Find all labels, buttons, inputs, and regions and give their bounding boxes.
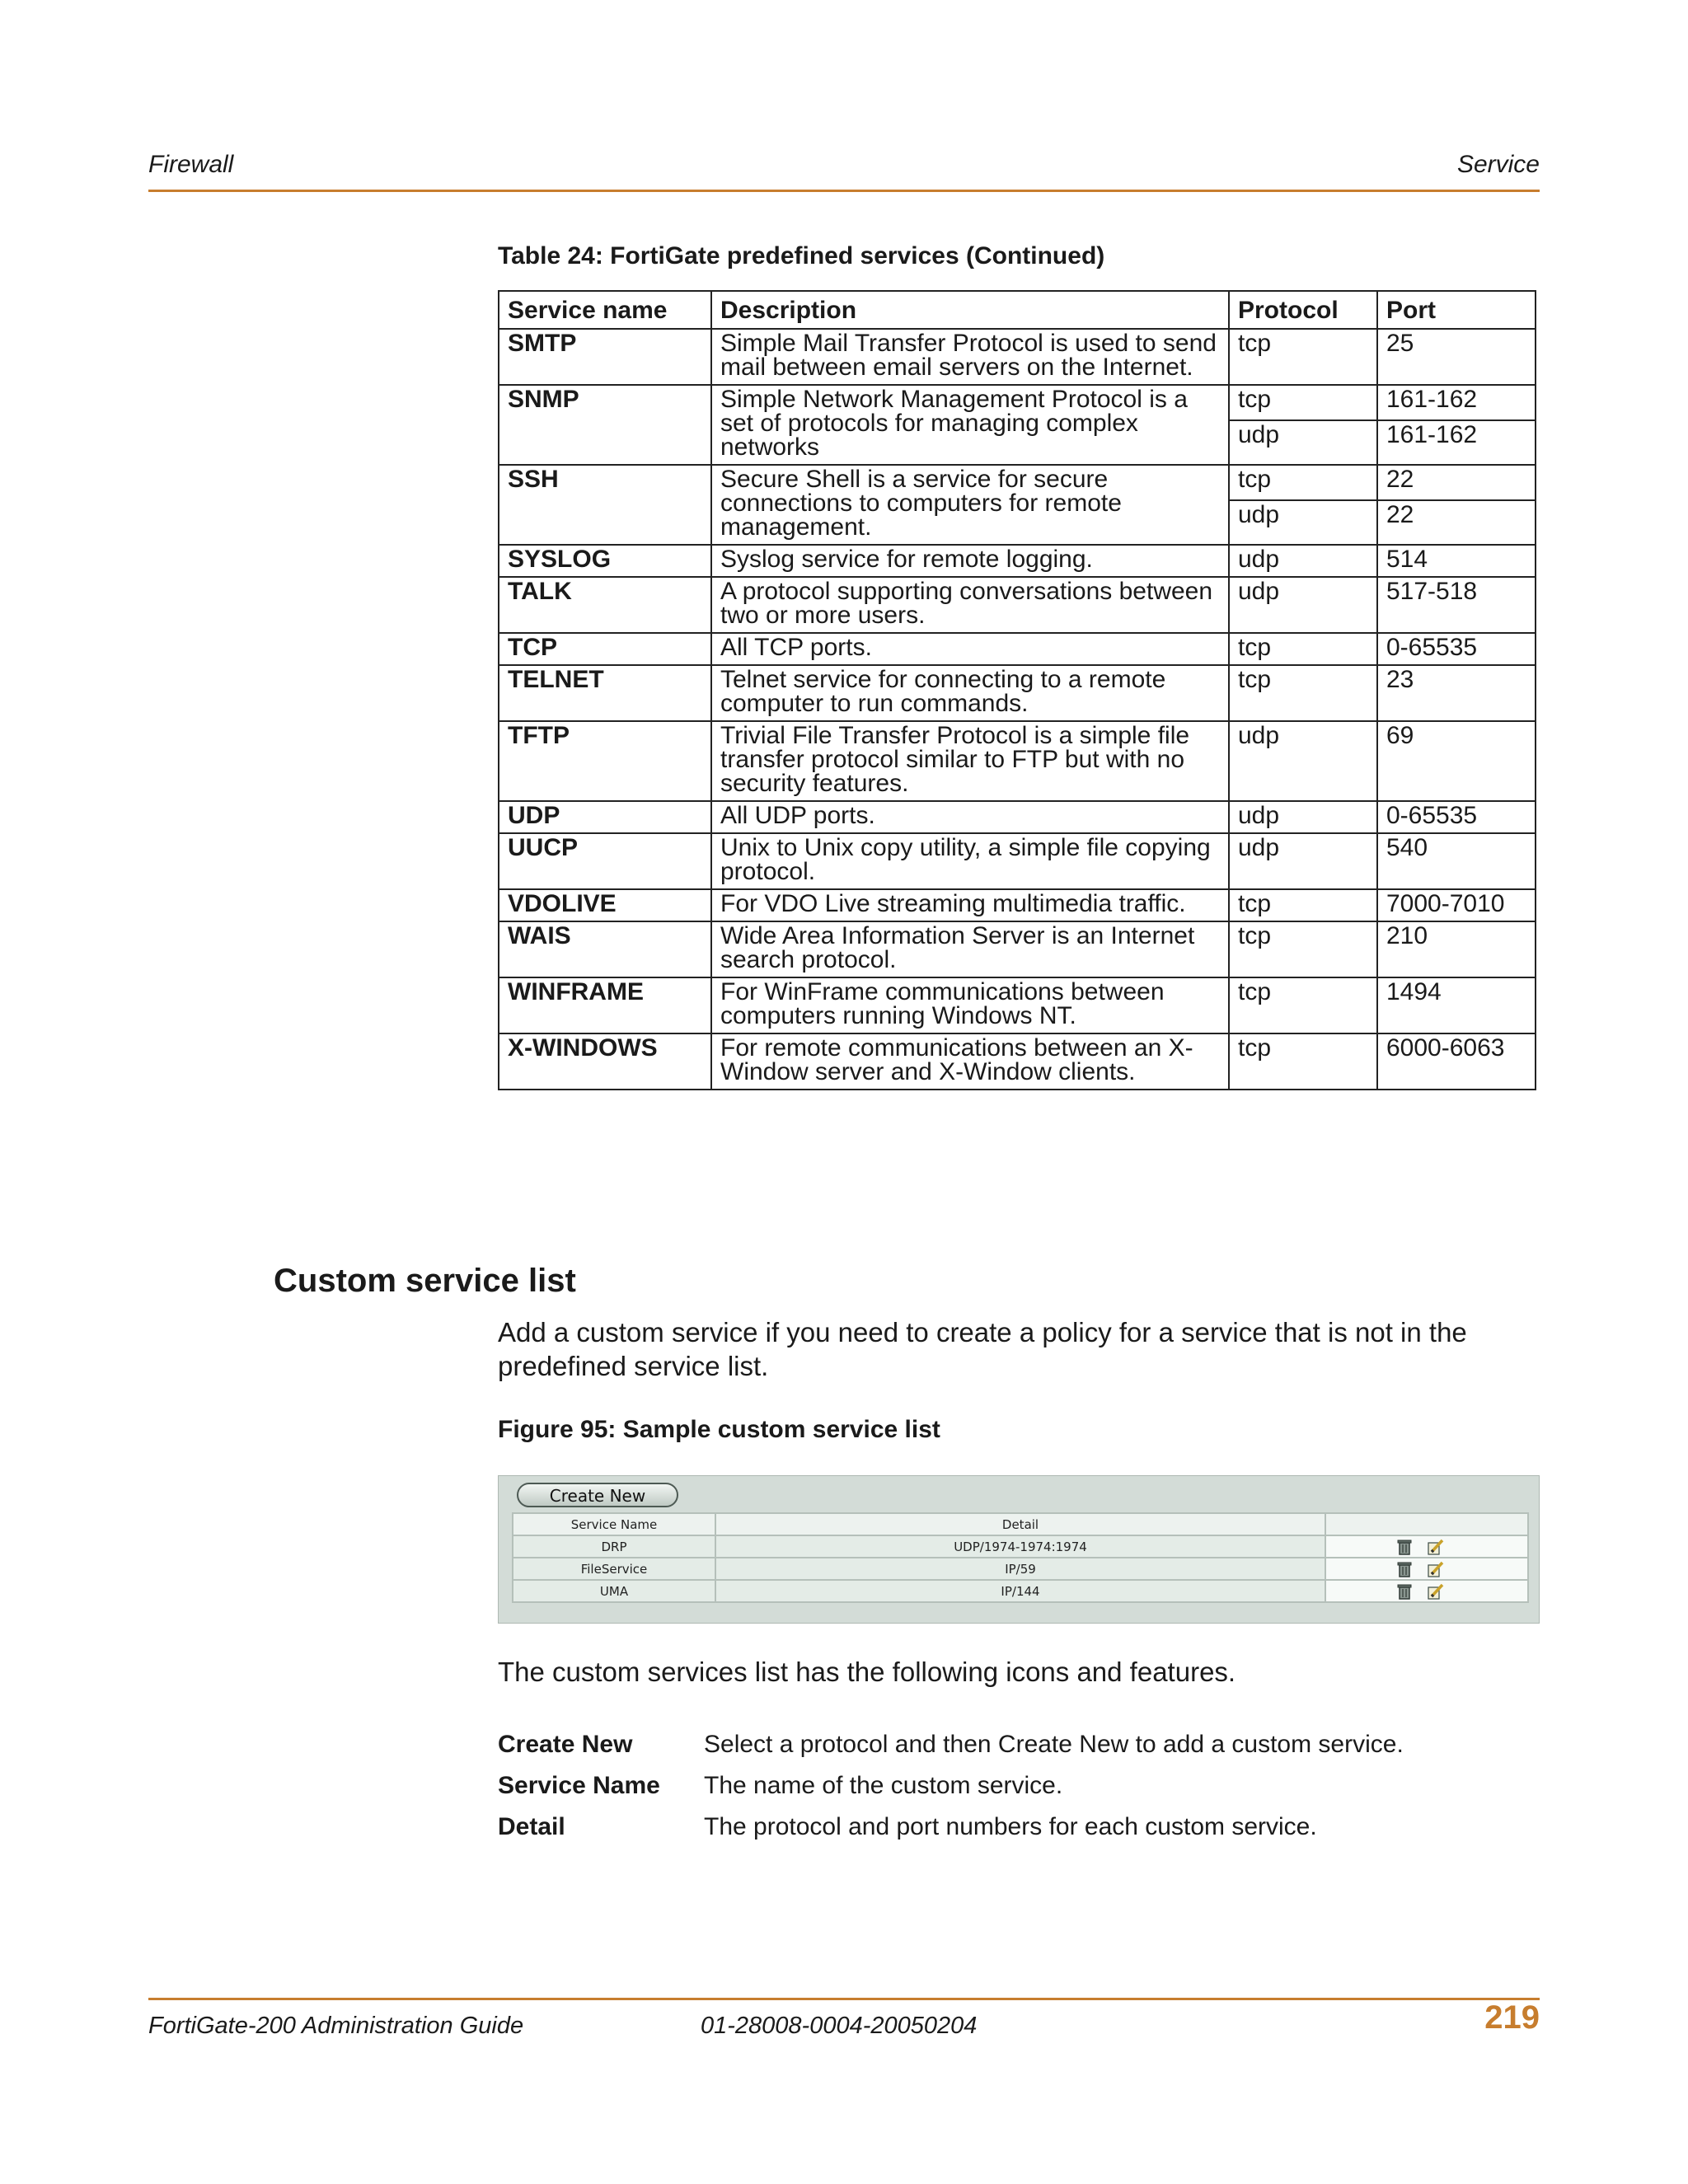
column-header-actions [1325, 1513, 1528, 1535]
footer-title: FortiGate-200 Administration Guide [148, 2013, 524, 2039]
header-rule [148, 190, 1540, 192]
protocol-value: tcp [1238, 386, 1272, 413]
table-row [499, 577, 1536, 633]
service-name-cell: TCP [499, 633, 711, 665]
header-section: Service [1456, 151, 1540, 178]
trash-icon[interactable] [1395, 1539, 1414, 1555]
figure-caption: Figure 95: Sample custom service list [498, 1416, 940, 1443]
table-caption: Table 24: FortiGate predefined services (Continued) [498, 242, 1105, 269]
detail-cell: IP/59 [715, 1558, 1325, 1580]
section-title: Custom service list [274, 1263, 576, 1299]
column-header: Protocol [1229, 291, 1377, 329]
table-row [499, 633, 1536, 665]
description-cell: Wide Area Information Server is an Internet search protocol. [711, 921, 1229, 977]
edit-icon[interactable] [1427, 1561, 1445, 1577]
table-row [499, 329, 1536, 385]
custom-table-header [513, 1513, 1528, 1535]
feature-term: Detail [498, 1813, 565, 1840]
column-header: Service name [499, 291, 711, 329]
footer-rule [148, 1998, 1540, 2000]
description-cell: For WinFrame communications between computers running Windows NT. [711, 977, 1229, 1033]
feature-description: Select a protocol and then Create New to add a custom service. [704, 1731, 1404, 1758]
port-cell: 517-518 [1377, 577, 1536, 633]
description-cell: Trivial File Transfer Protocol is a simple file transfer protocol similar to FTP but with no security features. [711, 721, 1229, 801]
column-header: Service Name [513, 1513, 715, 1535]
table-row [513, 1558, 1528, 1580]
protocol-cell: tcp [1229, 889, 1377, 921]
column-header: Description [711, 291, 1229, 329]
description-cell: Simple Network Management Protocol is a set of protocols for managing complex networks [711, 385, 1229, 465]
service-name-cell: VDOLIVE [499, 889, 711, 921]
description-cell: A protocol supporting conversations between two or more users. [711, 577, 1229, 633]
protocol-cell: tcp [1229, 1033, 1377, 1090]
edit-icon[interactable] [1427, 1539, 1445, 1555]
section-intro: Add a custom service if you need to create a policy for a service that is not in the predefined service list. [498, 1317, 1467, 1381]
service-name-cell: WINFRAME [499, 977, 711, 1033]
service-name-cell: SNMP [499, 385, 711, 465]
port-cell: 0-65535 [1377, 633, 1536, 665]
description-cell: For VDO Live streaming multimedia traffic. [711, 889, 1229, 921]
service-name-cell: TELNET [499, 665, 711, 721]
description-cell: Simple Mail Transfer Protocol is used to send mail between email servers on the Internet. [711, 329, 1229, 385]
protocol-cell: udp [1229, 577, 1377, 633]
port-cell: 1494 [1377, 977, 1536, 1033]
table-row [513, 1580, 1528, 1602]
service-name-cell: UDP [499, 801, 711, 833]
feature-term: Service Name [498, 1772, 660, 1799]
description-cell: All UDP ports. [711, 801, 1229, 833]
service-name-cell: SMTP [499, 329, 711, 385]
table-row [499, 889, 1536, 921]
edit-icon[interactable] [1427, 1583, 1445, 1600]
table-header-row [499, 291, 1536, 329]
detail-cell: IP/144 [715, 1580, 1325, 1602]
table-row [513, 1535, 1528, 1558]
description-cell: For remote communications between an X-Window server and X-Window clients. [711, 1033, 1229, 1090]
column-header: Port [1377, 291, 1536, 329]
port-value: 161-162 [1386, 386, 1478, 413]
protocol-cell: tcp [1229, 977, 1377, 1033]
features-intro: The custom services list has the following icons and features. [498, 1657, 1236, 1687]
protocol-cell [1229, 465, 1377, 545]
page-number: 219 [1484, 1999, 1540, 2036]
service-name-cell: FileService [513, 1558, 715, 1580]
table-body [499, 329, 1536, 1090]
description-cell: Syslog service for remote logging. [711, 545, 1229, 577]
feature-description: The name of the custom service. [704, 1772, 1063, 1799]
description-cell: Telnet service for connecting to a remote computer to run commands. [711, 665, 1229, 721]
column-header: Detail [715, 1513, 1325, 1535]
table-row [499, 1033, 1536, 1090]
table-row [499, 665, 1536, 721]
table-row [499, 977, 1536, 1033]
service-name-cell: X-WINDOWS [499, 1033, 711, 1090]
detail-cell: UDP/1974-1974:1974 [715, 1535, 1325, 1558]
service-name-cell: TALK [499, 577, 711, 633]
protocol-cell: tcp [1229, 921, 1377, 977]
port-cell: 23 [1377, 665, 1536, 721]
port-cell: 540 [1377, 833, 1536, 889]
service-name-cell: SYSLOG [499, 545, 711, 577]
trash-icon[interactable] [1395, 1561, 1414, 1577]
table-row [499, 385, 1536, 465]
port-cell: 6000-6063 [1377, 1033, 1536, 1090]
service-name-cell: SSH [499, 465, 711, 545]
port-cell [1377, 465, 1536, 545]
port-cell: 514 [1377, 545, 1536, 577]
port-cell: 0-65535 [1377, 801, 1536, 833]
description-cell: Unix to Unix copy utility, a simple file copying protocol. [711, 833, 1229, 889]
service-name-cell: DRP [513, 1535, 715, 1558]
description-cell: All TCP ports. [711, 633, 1229, 665]
table-row [499, 465, 1536, 545]
table-row [499, 721, 1536, 801]
port-value: 22 [1386, 466, 1414, 493]
description-cell: Secure Shell is a service for secure connections to computers for remote management. [711, 465, 1229, 545]
protocol-value: tcp [1238, 466, 1272, 493]
protocol-cell [1229, 385, 1377, 465]
actions-cell [1325, 1558, 1528, 1580]
service-name-cell: TFTP [499, 721, 711, 801]
service-name-cell: WAIS [499, 921, 711, 977]
protocol-value: udp [1230, 499, 1376, 533]
header-chapter: Firewall [148, 151, 234, 178]
predefined-services-table [498, 290, 1536, 1090]
table-row [499, 545, 1536, 577]
protocol-cell: udp [1229, 801, 1377, 833]
protocol-cell: udp [1229, 545, 1377, 577]
protocol-cell: udp [1229, 833, 1377, 889]
custom-service-table [512, 1512, 1529, 1603]
actions-cell [1325, 1535, 1528, 1558]
trash-icon[interactable] [1395, 1583, 1414, 1600]
service-name-cell: UUCP [499, 833, 711, 889]
feature-description: The protocol and port numbers for each custom service. [704, 1813, 1317, 1840]
table-row [499, 921, 1536, 977]
port-value: 161-162 [1378, 419, 1535, 453]
protocol-cell: tcp [1229, 665, 1377, 721]
custom-service-list-screenshot [498, 1475, 1540, 1624]
table-row [499, 801, 1536, 833]
port-value: 22 [1378, 499, 1535, 533]
protocol-value: udp [1230, 419, 1376, 453]
port-cell: 7000-7010 [1377, 889, 1536, 921]
protocol-cell: tcp [1229, 329, 1377, 385]
protocol-cell: udp [1229, 721, 1377, 801]
footer-doc-id: 01-28008-0004-20050204 [701, 2013, 978, 2039]
protocol-cell: tcp [1229, 633, 1377, 665]
create-new-button[interactable]: Create New [517, 1483, 678, 1507]
feature-term: Create New [498, 1731, 633, 1758]
actions-cell [1325, 1580, 1528, 1602]
port-cell: 25 [1377, 329, 1536, 385]
port-cell: 210 [1377, 921, 1536, 977]
port-cell: 69 [1377, 721, 1536, 801]
service-name-cell: UMA [513, 1580, 715, 1602]
port-cell [1377, 385, 1536, 465]
table-row [499, 833, 1536, 889]
